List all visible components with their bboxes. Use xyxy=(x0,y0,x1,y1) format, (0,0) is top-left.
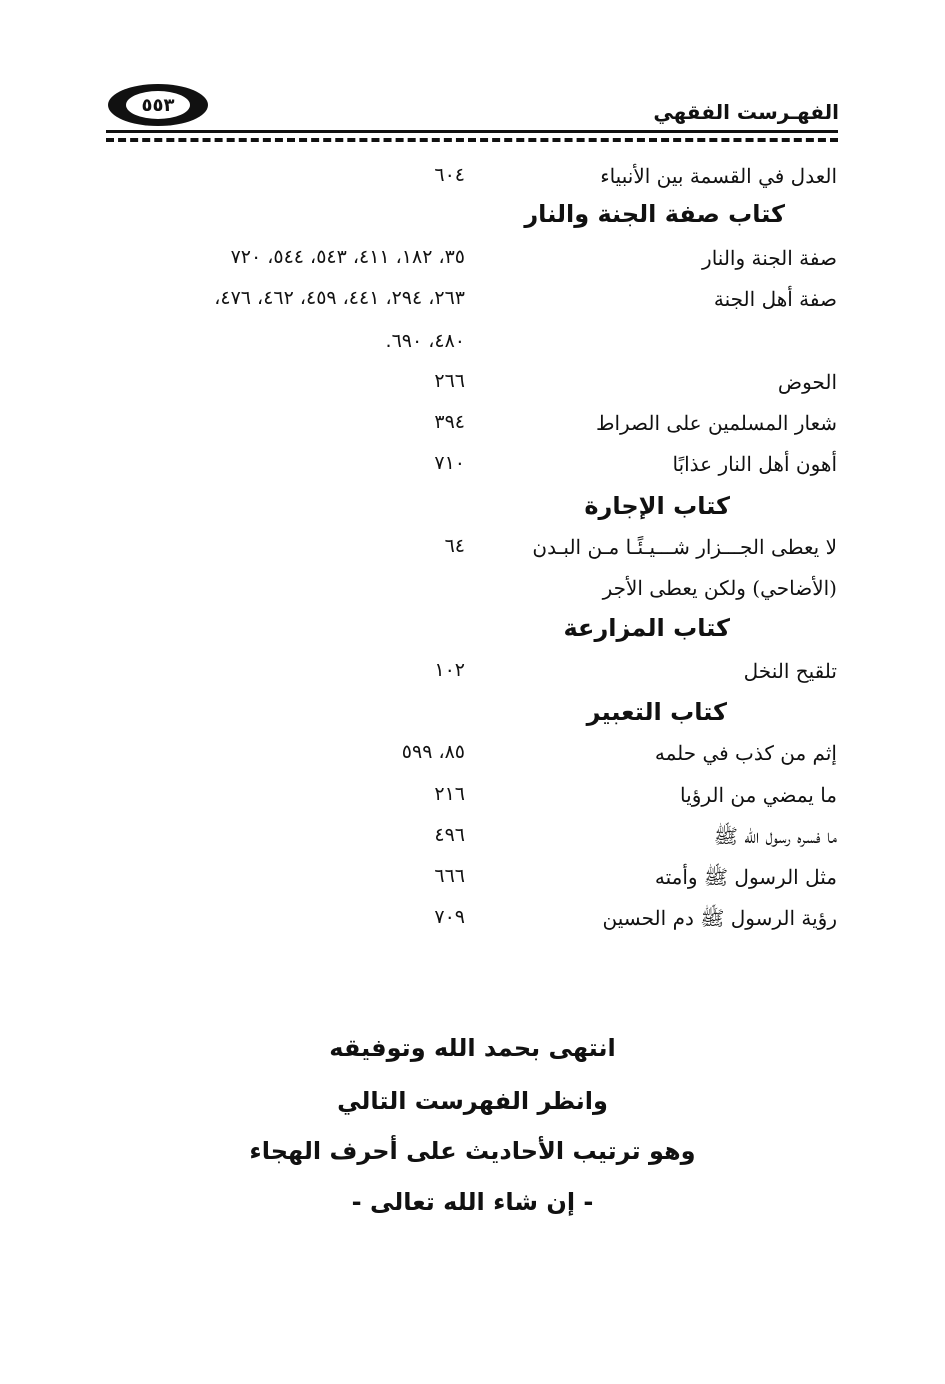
index-entry xyxy=(107,370,837,406)
entry-term: صفة الجنة والنار xyxy=(702,246,837,270)
section-heading: كتاب صفة الجنة والنار xyxy=(524,200,785,228)
entry-term: (الأضاحي) ولكن يعطى الأجر xyxy=(602,576,837,600)
closing-line: انتهى بحمد الله وتوفيقه xyxy=(329,1034,616,1062)
entry-term: تلقيح النخل xyxy=(743,659,837,683)
entry-term: لا يعطى الجـــزار شـــيـئًـا مـن البـدن xyxy=(532,535,837,559)
index-entry xyxy=(107,783,837,819)
entry-term: أهون أهل النار عذابًا xyxy=(672,452,837,476)
section-heading: كتاب المزارعة xyxy=(563,614,730,642)
entry-term: ما فسره رسول الله ﷺ xyxy=(713,824,837,848)
entry-term: رؤية الرسول ﷺ دم الحسين xyxy=(602,906,837,930)
index-entry xyxy=(107,287,837,323)
index-entry xyxy=(107,246,837,282)
entry-pages: ٣٩٤ xyxy=(434,411,465,433)
index-entry xyxy=(107,824,837,860)
entry-pages: ٧٠٩ xyxy=(434,906,465,928)
entry-pages: ٦٤ xyxy=(444,535,465,557)
entry-term: صفة أهل الجنة xyxy=(713,287,837,311)
index-entry xyxy=(107,452,837,488)
entry-term: ما يمضي من الرؤيا xyxy=(680,783,837,807)
page-number-badge xyxy=(108,84,208,126)
entry-pages: ٦٠٤ xyxy=(434,164,465,186)
index-entry xyxy=(107,741,837,777)
index-entry xyxy=(107,411,837,447)
index-entry xyxy=(107,164,837,200)
index-entry xyxy=(107,535,837,571)
closing-line: وانظر الفهرست التالي xyxy=(337,1087,608,1115)
entry-pages: ٧١٠ xyxy=(434,452,465,474)
entry-pages: ٤٨٠، ٦٩٠. xyxy=(385,330,465,352)
section-heading: كتاب التعبير xyxy=(586,698,727,726)
header-rule xyxy=(106,130,838,133)
entry-pages: ٦٦٦ xyxy=(434,865,465,887)
index-entry-continuation xyxy=(107,576,837,612)
entry-pages: ٨٥، ٥٩٩ xyxy=(401,741,465,763)
entry-pages: ٢١٦ xyxy=(434,783,465,805)
entry-term: الحوض xyxy=(777,370,837,394)
index-entry xyxy=(107,906,837,942)
entry-pages: ٢٦٦ xyxy=(434,370,465,392)
section-heading: كتاب الإجارة xyxy=(584,492,730,520)
entry-pages: ٣٥، ١٨٢، ٤١١، ٥٤٣، ٥٤٤، ٧٢٠ xyxy=(230,246,465,268)
header-dashed-rule xyxy=(106,138,838,142)
page-number: ٥٥٣ xyxy=(126,91,190,119)
index-entry xyxy=(107,865,837,901)
entry-term: مثل الرسول ﷺ وأمته xyxy=(654,865,837,889)
index-entry xyxy=(107,659,837,695)
running-header-title: الفهـرست الفقهي xyxy=(653,100,839,124)
entry-pages: ٢٦٣، ٢٩٤، ٤٤١، ٤٥٩، ٤٦٢، ٤٧٦، xyxy=(214,287,465,309)
closing-line: - إن شاء الله تعالى - xyxy=(351,1188,594,1216)
entry-term: العدل في القسمة بين الأنبياء xyxy=(600,164,837,188)
index-entry-continuation xyxy=(107,330,837,366)
entry-term: إثم من كذب في حلمه xyxy=(654,741,837,765)
entry-term: شعار المسلمين على الصراط xyxy=(595,411,837,435)
closing-line: وهو ترتيب الأحاديث على أحرف الهجاء xyxy=(249,1137,696,1165)
entry-pages: ٤٩٦ xyxy=(434,824,465,846)
entry-pages: ١٠٢ xyxy=(434,659,465,681)
